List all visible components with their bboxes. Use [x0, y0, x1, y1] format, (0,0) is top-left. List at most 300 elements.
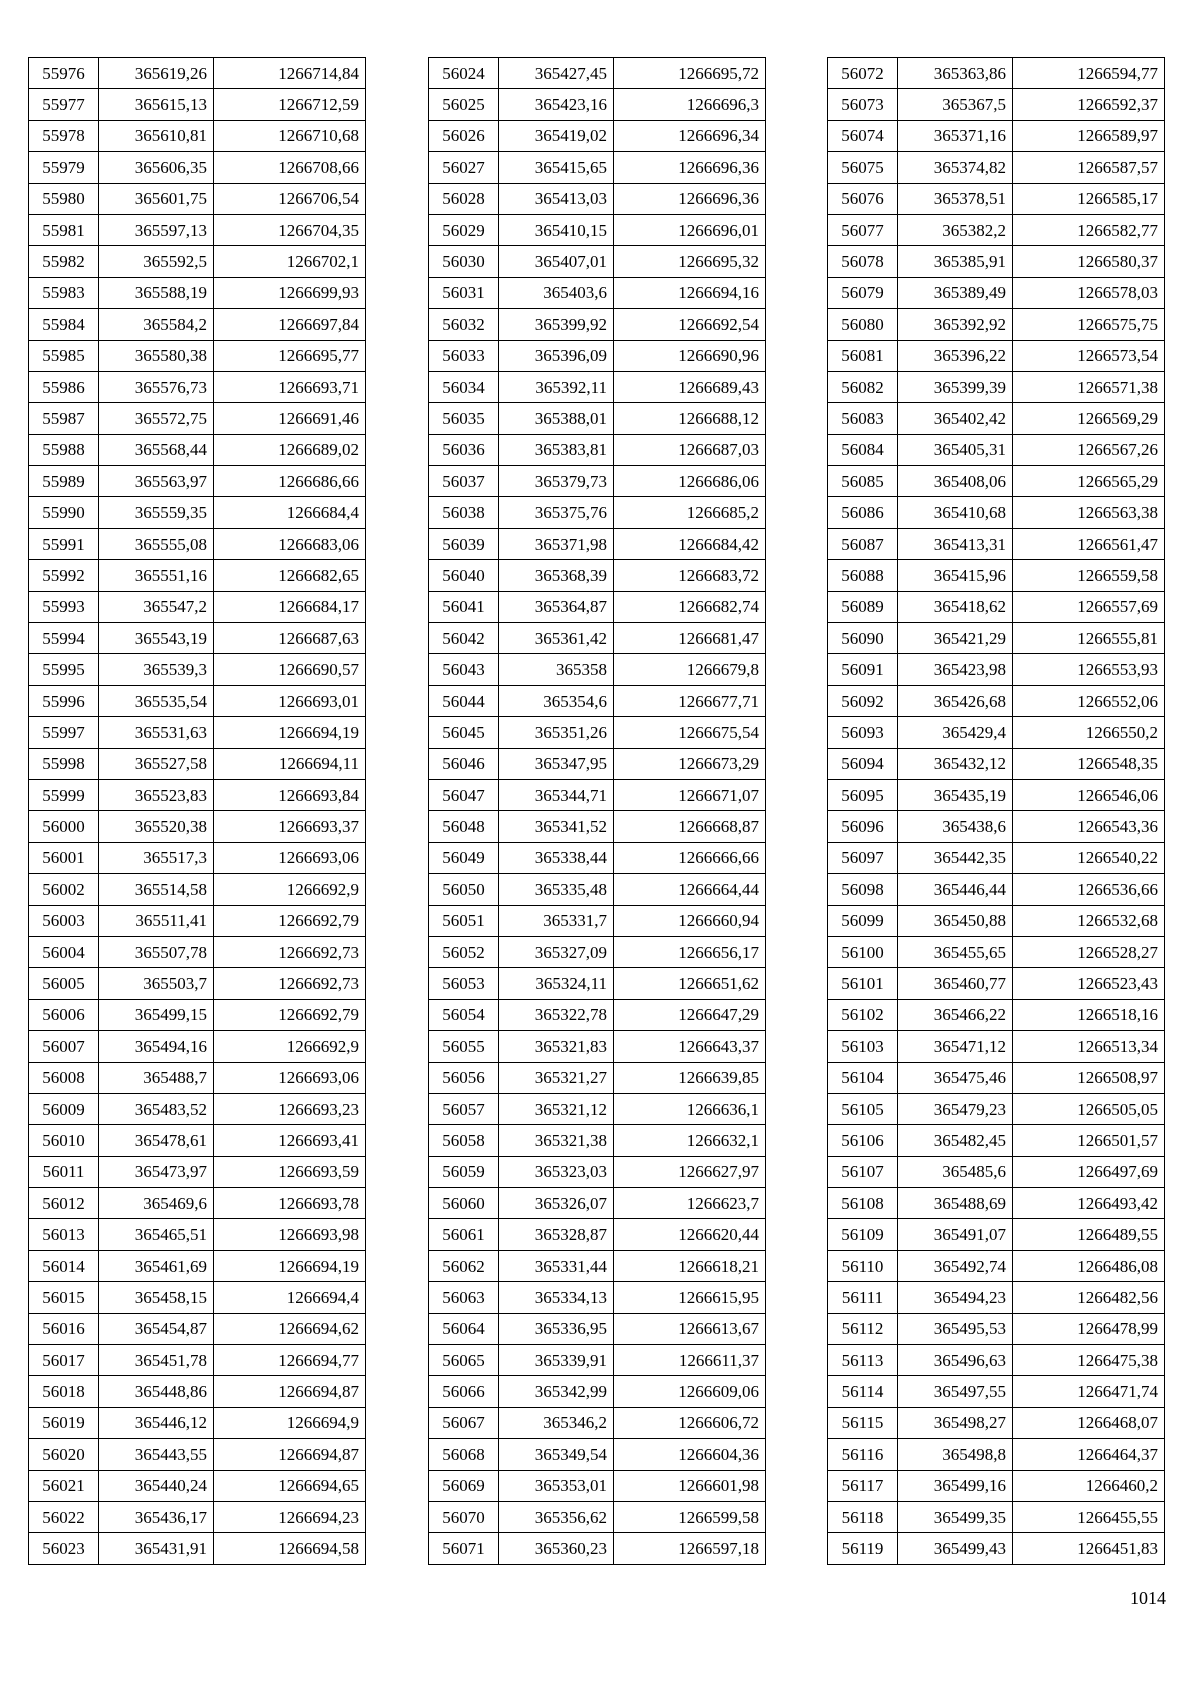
y-coordinate-cell: 1266482,56: [1013, 1282, 1165, 1313]
table-row: [429, 905, 766, 936]
point-number-cell: 56027: [429, 152, 499, 183]
y-coordinate-cell: 1266688,12: [614, 403, 766, 434]
point-number-cell: 56085: [828, 466, 898, 497]
point-number-cell: 55984: [29, 309, 99, 340]
point-number-cell: 56009: [29, 1093, 99, 1124]
point-number-cell: 56000: [29, 811, 99, 842]
table-row: [29, 309, 366, 340]
x-coordinate-cell: 365356,62: [499, 1501, 614, 1532]
point-number-cell: 56035: [429, 403, 499, 434]
y-coordinate-cell: 1266692,54: [614, 309, 766, 340]
point-number-cell: 56107: [828, 1156, 898, 1187]
x-coordinate-cell: 365399,39: [898, 371, 1013, 402]
x-coordinate-cell: 365344,71: [499, 779, 614, 810]
table-row: [828, 497, 1165, 528]
y-coordinate-cell: 1266694,23: [214, 1501, 366, 1532]
x-coordinate-cell: 365498,27: [898, 1407, 1013, 1438]
x-coordinate-cell: 365360,23: [499, 1533, 614, 1564]
y-coordinate-cell: 1266555,81: [1013, 623, 1165, 654]
y-coordinate-cell: 1266609,06: [614, 1376, 766, 1407]
y-coordinate-cell: 1266693,41: [214, 1125, 366, 1156]
table-row: [828, 1470, 1165, 1501]
table-row: [828, 1376, 1165, 1407]
table-row: [29, 497, 366, 528]
x-coordinate-cell: 365499,43: [898, 1533, 1013, 1564]
y-coordinate-cell: 1266597,18: [614, 1533, 766, 1564]
point-number-cell: 56026: [429, 120, 499, 151]
table-row: [29, 1407, 366, 1438]
y-coordinate-cell: 1266692,9: [214, 1031, 366, 1062]
point-number-cell: 56037: [429, 466, 499, 497]
y-coordinate-cell: 1266620,44: [614, 1219, 766, 1250]
x-coordinate-cell: 365495,53: [898, 1313, 1013, 1344]
x-coordinate-cell: 365601,75: [99, 183, 214, 214]
table-row: [29, 1501, 366, 1532]
x-coordinate-cell: 365421,29: [898, 623, 1013, 654]
table-row: [828, 371, 1165, 402]
x-coordinate-cell: 365429,4: [898, 717, 1013, 748]
y-coordinate-cell: 1266575,75: [1013, 309, 1165, 340]
table-row: [429, 1093, 766, 1124]
x-coordinate-cell: 365511,41: [99, 905, 214, 936]
y-coordinate-cell: 1266601,98: [614, 1470, 766, 1501]
x-coordinate-cell: 365331,7: [499, 905, 614, 936]
x-coordinate-cell: 365499,15: [99, 999, 214, 1030]
table-row: [828, 1062, 1165, 1093]
y-coordinate-cell: 1266599,58: [614, 1501, 766, 1532]
point-number-cell: 56078: [828, 246, 898, 277]
table-row: [429, 246, 766, 277]
y-coordinate-cell: 1266540,22: [1013, 842, 1165, 873]
table-row: [828, 1125, 1165, 1156]
x-coordinate-cell: 365446,44: [898, 874, 1013, 905]
coordinates-table-3: [827, 57, 1165, 1565]
x-coordinate-cell: 365371,98: [499, 528, 614, 559]
y-coordinate-cell: 1266552,06: [1013, 685, 1165, 716]
table-row: [429, 1533, 766, 1564]
point-number-cell: 55981: [29, 214, 99, 245]
point-number-cell: 55979: [29, 152, 99, 183]
table-row: [828, 1031, 1165, 1062]
point-number-cell: 55990: [29, 497, 99, 528]
point-number-cell: 55986: [29, 371, 99, 402]
table-row: [429, 654, 766, 685]
point-number-cell: 56103: [828, 1031, 898, 1062]
x-coordinate-cell: 365523,83: [99, 779, 214, 810]
table-row: [828, 842, 1165, 873]
y-coordinate-cell: 1266693,06: [214, 842, 366, 873]
point-number-cell: 56033: [429, 340, 499, 371]
x-coordinate-cell: 365324,11: [499, 968, 614, 999]
point-number-cell: 56066: [429, 1376, 499, 1407]
point-number-cell: 56075: [828, 152, 898, 183]
table-row: [429, 999, 766, 1030]
point-number-cell: 55997: [29, 717, 99, 748]
table-row: [429, 1501, 766, 1532]
x-coordinate-cell: 365488,7: [99, 1062, 214, 1093]
point-number-cell: 56116: [828, 1439, 898, 1470]
x-coordinate-cell: 365375,76: [499, 497, 614, 528]
point-number-cell: 56039: [429, 528, 499, 559]
x-coordinate-cell: 365419,02: [499, 120, 614, 151]
point-number-cell: 56112: [828, 1313, 898, 1344]
table-row: [828, 1501, 1165, 1532]
x-coordinate-cell: 365371,16: [898, 120, 1013, 151]
point-number-cell: 56064: [429, 1313, 499, 1344]
y-coordinate-cell: 1266651,62: [614, 968, 766, 999]
point-number-cell: 56046: [429, 748, 499, 779]
point-number-cell: 56063: [429, 1282, 499, 1313]
x-coordinate-cell: 365492,74: [898, 1250, 1013, 1281]
table-row: [828, 89, 1165, 120]
table-row: [429, 936, 766, 967]
y-coordinate-cell: 1266697,84: [214, 309, 366, 340]
x-coordinate-cell: 365619,26: [99, 58, 214, 89]
y-coordinate-cell: 1266694,16: [614, 277, 766, 308]
y-coordinate-cell: 1266691,46: [214, 403, 366, 434]
x-coordinate-cell: 365475,46: [898, 1062, 1013, 1093]
x-coordinate-cell: 365443,55: [99, 1439, 214, 1470]
x-coordinate-cell: 365496,63: [898, 1345, 1013, 1376]
y-coordinate-cell: 1266704,35: [214, 214, 366, 245]
point-number-cell: 55978: [29, 120, 99, 151]
point-number-cell: 56060: [429, 1188, 499, 1219]
x-coordinate-cell: 365485,6: [898, 1156, 1013, 1187]
x-coordinate-cell: 365382,2: [898, 214, 1013, 245]
y-coordinate-cell: 1266692,73: [214, 968, 366, 999]
x-coordinate-cell: 365458,15: [99, 1282, 214, 1313]
y-coordinate-cell: 1266692,79: [214, 999, 366, 1030]
x-coordinate-cell: 365432,12: [898, 748, 1013, 779]
point-number-cell: 56101: [828, 968, 898, 999]
table-row: [29, 340, 366, 371]
point-number-cell: 55992: [29, 560, 99, 591]
table-row: [828, 214, 1165, 245]
point-number-cell: 56087: [828, 528, 898, 559]
y-coordinate-cell: 1266647,29: [614, 999, 766, 1030]
point-number-cell: 56098: [828, 874, 898, 905]
point-number-cell: 56088: [828, 560, 898, 591]
table-row: [429, 842, 766, 873]
y-coordinate-cell: 1266682,65: [214, 560, 366, 591]
point-number-cell: 56082: [828, 371, 898, 402]
y-coordinate-cell: 1266690,96: [614, 340, 766, 371]
x-coordinate-cell: 365326,07: [499, 1188, 614, 1219]
table-row: [29, 528, 366, 559]
table-row: [828, 183, 1165, 214]
point-number-cell: 56099: [828, 905, 898, 936]
y-coordinate-cell: 1266675,54: [614, 717, 766, 748]
x-coordinate-cell: 365473,97: [99, 1156, 214, 1187]
point-number-cell: 55982: [29, 246, 99, 277]
x-coordinate-cell: 365527,58: [99, 748, 214, 779]
y-coordinate-cell: 1266696,3: [614, 89, 766, 120]
y-coordinate-cell: 1266694,4: [214, 1282, 366, 1313]
y-coordinate-cell: 1266582,77: [1013, 214, 1165, 245]
point-number-cell: 56109: [828, 1219, 898, 1250]
x-coordinate-cell: 365392,92: [898, 309, 1013, 340]
y-coordinate-cell: 1266696,34: [614, 120, 766, 151]
table-row: [828, 874, 1165, 905]
table-row: [828, 1156, 1165, 1187]
point-number-cell: 55988: [29, 434, 99, 465]
point-number-cell: 55977: [29, 89, 99, 120]
y-coordinate-cell: 1266693,37: [214, 811, 366, 842]
x-coordinate-cell: 365499,35: [898, 1501, 1013, 1532]
table-row: [29, 152, 366, 183]
x-coordinate-cell: 365378,51: [898, 183, 1013, 214]
point-number-cell: 56100: [828, 936, 898, 967]
table-row: [429, 874, 766, 905]
x-coordinate-cell: 365606,35: [99, 152, 214, 183]
y-coordinate-cell: 1266683,06: [214, 528, 366, 559]
point-number-cell: 56007: [29, 1031, 99, 1062]
table-row: [429, 1470, 766, 1501]
point-number-cell: 56070: [429, 1501, 499, 1532]
x-coordinate-cell: 365535,54: [99, 685, 214, 716]
point-number-cell: 56030: [429, 246, 499, 277]
table-row: [828, 277, 1165, 308]
point-number-cell: 56056: [429, 1062, 499, 1093]
x-coordinate-cell: 365334,13: [499, 1282, 614, 1313]
point-number-cell: 55983: [29, 277, 99, 308]
point-number-cell: 56072: [828, 58, 898, 89]
x-coordinate-cell: 365346,2: [499, 1407, 614, 1438]
y-coordinate-cell: 1266460,2: [1013, 1470, 1165, 1501]
point-number-cell: 56079: [828, 277, 898, 308]
x-coordinate-cell: 365322,78: [499, 999, 614, 1030]
x-coordinate-cell: 365336,95: [499, 1313, 614, 1344]
point-number-cell: 55996: [29, 685, 99, 716]
table-row: [29, 120, 366, 151]
x-coordinate-cell: 365494,23: [898, 1282, 1013, 1313]
table-row: [29, 779, 366, 810]
point-number-cell: 56028: [429, 183, 499, 214]
x-coordinate-cell: 365353,01: [499, 1470, 614, 1501]
point-number-cell: 56015: [29, 1282, 99, 1313]
table-row: [828, 779, 1165, 810]
y-coordinate-cell: 1266563,38: [1013, 497, 1165, 528]
table-row: [29, 183, 366, 214]
x-coordinate-cell: 365431,91: [99, 1533, 214, 1564]
x-coordinate-cell: 365436,17: [99, 1501, 214, 1532]
y-coordinate-cell: 1266613,67: [614, 1313, 766, 1344]
y-coordinate-cell: 1266573,54: [1013, 340, 1165, 371]
table-row: [29, 1313, 366, 1344]
table-row: [29, 1125, 366, 1156]
y-coordinate-cell: 1266536,66: [1013, 874, 1165, 905]
y-coordinate-cell: 1266643,37: [614, 1031, 766, 1062]
table-row: [29, 466, 366, 497]
y-coordinate-cell: 1266627,97: [614, 1156, 766, 1187]
x-coordinate-cell: 365354,6: [499, 685, 614, 716]
y-coordinate-cell: 1266546,06: [1013, 779, 1165, 810]
table-row: [429, 403, 766, 434]
point-number-cell: 55998: [29, 748, 99, 779]
point-number-cell: 55995: [29, 654, 99, 685]
x-coordinate-cell: 365402,42: [898, 403, 1013, 434]
point-number-cell: 56104: [828, 1062, 898, 1093]
table-row: [429, 58, 766, 89]
x-coordinate-cell: 365543,19: [99, 623, 214, 654]
x-coordinate-cell: 365483,52: [99, 1093, 214, 1124]
table-row: [429, 1439, 766, 1470]
table-row: [29, 371, 366, 402]
table-row: [29, 277, 366, 308]
y-coordinate-cell: 1266692,73: [214, 936, 366, 967]
point-number-cell: 56024: [429, 58, 499, 89]
y-coordinate-cell: 1266687,63: [214, 623, 366, 654]
y-coordinate-cell: 1266677,71: [614, 685, 766, 716]
y-coordinate-cell: 1266471,74: [1013, 1376, 1165, 1407]
table-row: [828, 120, 1165, 151]
y-coordinate-cell: 1266567,26: [1013, 434, 1165, 465]
point-number-cell: 55989: [29, 466, 99, 497]
x-coordinate-cell: 365531,63: [99, 717, 214, 748]
point-number-cell: 56091: [828, 654, 898, 685]
x-coordinate-cell: 365615,13: [99, 89, 214, 120]
table-row: [29, 1345, 366, 1376]
table-row: [429, 340, 766, 371]
y-coordinate-cell: 1266587,57: [1013, 152, 1165, 183]
x-coordinate-cell: 365450,88: [898, 905, 1013, 936]
y-coordinate-cell: 1266683,72: [614, 560, 766, 591]
y-coordinate-cell: 1266664,44: [614, 874, 766, 905]
point-number-cell: 56045: [429, 717, 499, 748]
x-coordinate-cell: 365488,69: [898, 1188, 1013, 1219]
x-coordinate-cell: 365440,24: [99, 1470, 214, 1501]
point-number-cell: 56102: [828, 999, 898, 1030]
point-number-cell: 56016: [29, 1313, 99, 1344]
point-number-cell: 55980: [29, 183, 99, 214]
x-coordinate-cell: 365466,22: [898, 999, 1013, 1030]
y-coordinate-cell: 1266685,2: [614, 497, 766, 528]
y-coordinate-cell: 1266636,1: [614, 1093, 766, 1124]
table-row: [828, 717, 1165, 748]
point-number-cell: 56053: [429, 968, 499, 999]
x-coordinate-cell: 365367,5: [898, 89, 1013, 120]
x-coordinate-cell: 365584,2: [99, 309, 214, 340]
y-coordinate-cell: 1266513,34: [1013, 1031, 1165, 1062]
x-coordinate-cell: 365478,61: [99, 1125, 214, 1156]
point-number-cell: 55994: [29, 623, 99, 654]
y-coordinate-cell: 1266478,99: [1013, 1313, 1165, 1344]
x-coordinate-cell: 365438,6: [898, 811, 1013, 842]
x-coordinate-cell: 365328,87: [499, 1219, 614, 1250]
point-number-cell: 56050: [429, 874, 499, 905]
point-number-cell: 56094: [828, 748, 898, 779]
table-row: [828, 936, 1165, 967]
point-number-cell: 56014: [29, 1250, 99, 1281]
table-row: [429, 1282, 766, 1313]
table-row: [429, 1345, 766, 1376]
y-coordinate-cell: 1266692,9: [214, 874, 366, 905]
point-number-cell: 56065: [429, 1345, 499, 1376]
point-number-cell: 56118: [828, 1501, 898, 1532]
x-coordinate-cell: 365448,86: [99, 1376, 214, 1407]
y-coordinate-cell: 1266689,43: [614, 371, 766, 402]
y-coordinate-cell: 1266696,36: [614, 183, 766, 214]
x-coordinate-cell: 365368,39: [499, 560, 614, 591]
table-row: [429, 1062, 766, 1093]
x-coordinate-cell: 365539,3: [99, 654, 214, 685]
point-number-cell: 56012: [29, 1188, 99, 1219]
x-coordinate-cell: 365507,78: [99, 936, 214, 967]
x-coordinate-cell: 365341,52: [499, 811, 614, 842]
point-number-cell: 56008: [29, 1062, 99, 1093]
x-coordinate-cell: 365427,45: [499, 58, 614, 89]
y-coordinate-cell: 1266687,03: [614, 434, 766, 465]
table-row: [828, 623, 1165, 654]
table-row: [828, 654, 1165, 685]
x-coordinate-cell: 365479,23: [898, 1093, 1013, 1124]
table-row: [29, 1470, 366, 1501]
x-coordinate-cell: 365363,86: [898, 58, 1013, 89]
table-row: [828, 748, 1165, 779]
table-row: [828, 58, 1165, 89]
x-coordinate-cell: 365361,42: [499, 623, 614, 654]
table-row: [429, 528, 766, 559]
point-number-cell: 56059: [429, 1156, 499, 1187]
point-number-cell: 55991: [29, 528, 99, 559]
y-coordinate-cell: 1266689,02: [214, 434, 366, 465]
x-coordinate-cell: 365396,09: [499, 340, 614, 371]
point-number-cell: 56061: [429, 1219, 499, 1250]
table-row: [429, 277, 766, 308]
point-number-cell: 56086: [828, 497, 898, 528]
x-coordinate-cell: 365415,96: [898, 560, 1013, 591]
point-number-cell: 56019: [29, 1407, 99, 1438]
y-coordinate-cell: 1266594,77: [1013, 58, 1165, 89]
x-coordinate-cell: 365551,16: [99, 560, 214, 591]
table-row: [429, 120, 766, 151]
y-coordinate-cell: 1266694,19: [214, 717, 366, 748]
table-row: [828, 1439, 1165, 1470]
table-row: [29, 434, 366, 465]
table-row: [828, 685, 1165, 716]
x-coordinate-cell: 365349,54: [499, 1439, 614, 1470]
y-coordinate-cell: 1266693,98: [214, 1219, 366, 1250]
table-row: [29, 717, 366, 748]
x-coordinate-cell: 365517,3: [99, 842, 214, 873]
point-number-cell: 56017: [29, 1345, 99, 1376]
table-row: [429, 183, 766, 214]
table-row: [828, 560, 1165, 591]
point-number-cell: 56076: [828, 183, 898, 214]
table-row: [29, 591, 366, 622]
x-coordinate-cell: 365327,09: [499, 936, 614, 967]
table-row: [828, 968, 1165, 999]
table-row: [29, 1188, 366, 1219]
x-coordinate-cell: 365423,16: [499, 89, 614, 120]
table-row: [429, 1376, 766, 1407]
point-number-cell: 56090: [828, 623, 898, 654]
point-number-cell: 56047: [429, 779, 499, 810]
x-coordinate-cell: 365331,44: [499, 1250, 614, 1281]
point-number-cell: 56006: [29, 999, 99, 1030]
x-coordinate-cell: 365597,13: [99, 214, 214, 245]
table-row: [828, 1250, 1165, 1281]
x-coordinate-cell: 365520,38: [99, 811, 214, 842]
table-row: [429, 497, 766, 528]
y-coordinate-cell: 1266694,58: [214, 1533, 366, 1564]
x-coordinate-cell: 365423,98: [898, 654, 1013, 685]
x-coordinate-cell: 365455,65: [898, 936, 1013, 967]
y-coordinate-cell: 1266580,37: [1013, 246, 1165, 277]
y-coordinate-cell: 1266679,8: [614, 654, 766, 685]
table-row: [429, 1031, 766, 1062]
table-row: [29, 1156, 366, 1187]
